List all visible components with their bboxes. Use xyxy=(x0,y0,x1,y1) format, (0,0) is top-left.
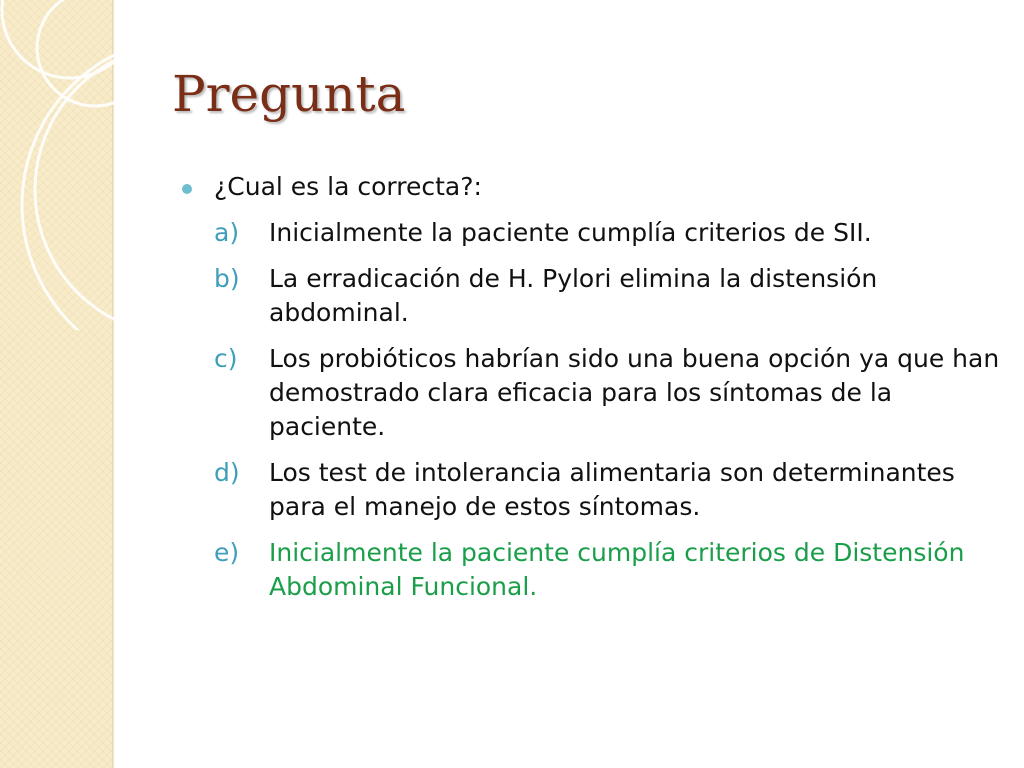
option-marker: d) xyxy=(214,458,240,487)
option-marker: e) xyxy=(214,538,240,567)
answer-options xyxy=(180,216,1000,604)
bullet-dot-icon xyxy=(182,184,192,194)
slide-title: Pregunta xyxy=(172,65,406,123)
option-text: Inicialmente la paciente cumplía criterios de Distensión Abdominal Funcional. xyxy=(269,538,965,601)
option-text: Inicialmente la paciente cumplía criterios de SII. xyxy=(269,218,872,247)
question-bullet xyxy=(180,170,1000,204)
option-text: Los probióticos habrían sido una buena opción ya que han demostrado clara eficacia para los síntomas de la paciente. xyxy=(269,344,1000,441)
option-d xyxy=(180,456,1000,524)
option-a xyxy=(180,216,1000,250)
option-c xyxy=(180,342,1000,444)
option-marker: a) xyxy=(214,218,240,247)
option-text: La erradicación de H. Pylori elimina la distensión abdominal. xyxy=(269,264,878,327)
slide-body xyxy=(180,170,1000,616)
option-marker: b) xyxy=(214,264,240,293)
option-text: Los test de intolerancia alimentaria son determinantes para el manejo de estos síntomas. xyxy=(269,458,955,521)
question-text: ¿Cual es la correcta?: xyxy=(214,172,482,201)
decorative-circles-icon xyxy=(0,0,200,330)
option-marker: c) xyxy=(214,344,238,373)
option-b xyxy=(180,262,1000,330)
option-e-correct-answer xyxy=(180,536,1000,604)
